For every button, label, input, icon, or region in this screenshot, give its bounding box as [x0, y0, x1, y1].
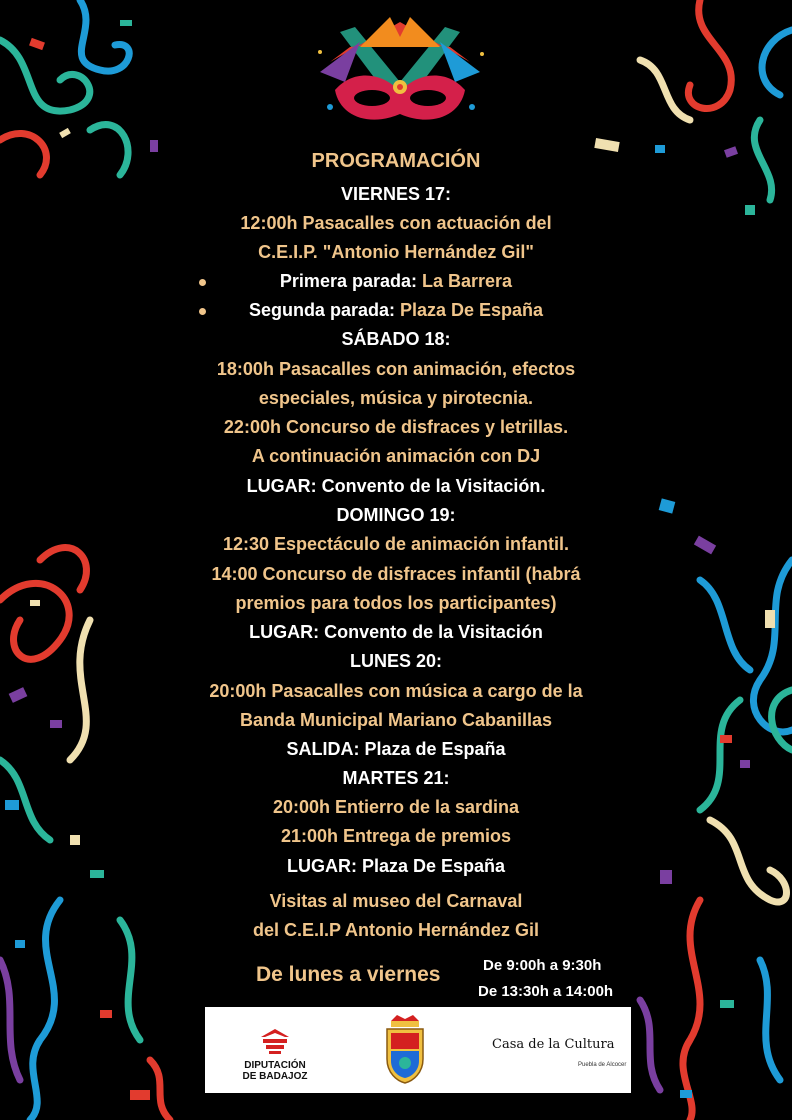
stop-1-label: Primera parada: [279, 271, 417, 291]
sponsor-logos-panel [205, 1007, 631, 1093]
sabado-line-2: especiales, música y pirotecnia. [258, 388, 534, 408]
diputacion-name-2: DE BADAJOZ [242, 1071, 308, 1082]
sabado-place [0, 475, 792, 497]
lunes-line-1: 20:00h Pasacalles con música a cargo de la [209, 681, 583, 701]
domingo-line-3: premios para todos los participantes) [235, 593, 557, 613]
sabado-place-label: LUGAR: [246, 476, 317, 496]
lunes-line-2: Banda Municipal Mariano Cabanillas [239, 710, 553, 730]
lunes-exit-label: SALIDA: [286, 739, 360, 759]
sabado-heading: SÁBADO 18: [341, 329, 451, 349]
domingo-place-label: LUGAR: [249, 622, 320, 642]
sabado-line-3: 22:00h Concurso de disfraces y letrillas. [223, 417, 569, 437]
museo-line-1: Visitas al museo del Carnaval [269, 891, 523, 911]
martes-place-label: LUGAR: [286, 856, 357, 876]
viernes-line-2: C.E.I.P. "Antonio Hernández Gil" [258, 242, 534, 262]
museo-hours-2: De 13:30h a 14:00h [478, 983, 614, 1000]
program-title: PROGRAMACIÓN [311, 150, 481, 172]
viernes-stop-2 [0, 299, 792, 321]
domingo-place-value: Convento de la Visitación [324, 622, 543, 642]
domingo-line-2: 14:00 Concurso de disfraces infantil (habrá [211, 564, 581, 584]
viernes-stop-1 [0, 270, 792, 292]
museo-hours-1: De 9:00h a 9:30h [483, 957, 602, 974]
sabado-line-4: A continuación animación con DJ [251, 446, 541, 466]
stop-2-value: Plaza De España [399, 300, 544, 320]
museo-line-2: del C.E.I.P Antonio Hernández Gil [252, 920, 540, 940]
diputacion-emblem-icon [257, 1025, 293, 1055]
coat-of-arms-icon [383, 1015, 427, 1085]
martes-heading: MARTES 21: [342, 768, 450, 788]
martes-place [0, 855, 792, 877]
lunes-exit-value: Plaza de España [364, 739, 506, 759]
viernes-line-1: 12:00h Pasacalles con actuación del [240, 213, 552, 233]
martes-line-2: 21:00h Entrega de premios [280, 826, 512, 846]
domingo-line-1: 12:30 Espectáculo de animación infantil. [222, 534, 570, 554]
martes-line-1: 20:00h Entierro de la sardina [272, 797, 520, 817]
domingo-place [0, 621, 792, 643]
museo-days: De lunes a viernes [256, 963, 441, 986]
domingo-heading: DOMINGO 19: [336, 505, 456, 525]
sabado-place-value: Convento de la Visitación. [321, 476, 546, 496]
carnival-mask-icon [300, 12, 500, 137]
martes-place-value: Plaza De España [361, 856, 506, 876]
lunes-exit [0, 738, 792, 760]
casa-cultura-subtitle: Puebla de Alcocer [578, 1062, 627, 1068]
sabado-line-1: 18:00h Pasacalles con animación, efectos [216, 359, 576, 379]
diputacion-name-1: DIPUTACIÓN [244, 1060, 306, 1071]
viernes-heading: VIERNES 17: [340, 184, 452, 204]
stop-2-label: Segunda parada: [248, 300, 395, 320]
diputacion-logo [235, 1025, 315, 1082]
lunes-heading: LUNES 20: [349, 651, 443, 671]
stop-1-value: La Barrera [422, 271, 513, 291]
casa-cultura-logo: Casa de la Cultura [492, 1037, 615, 1052]
